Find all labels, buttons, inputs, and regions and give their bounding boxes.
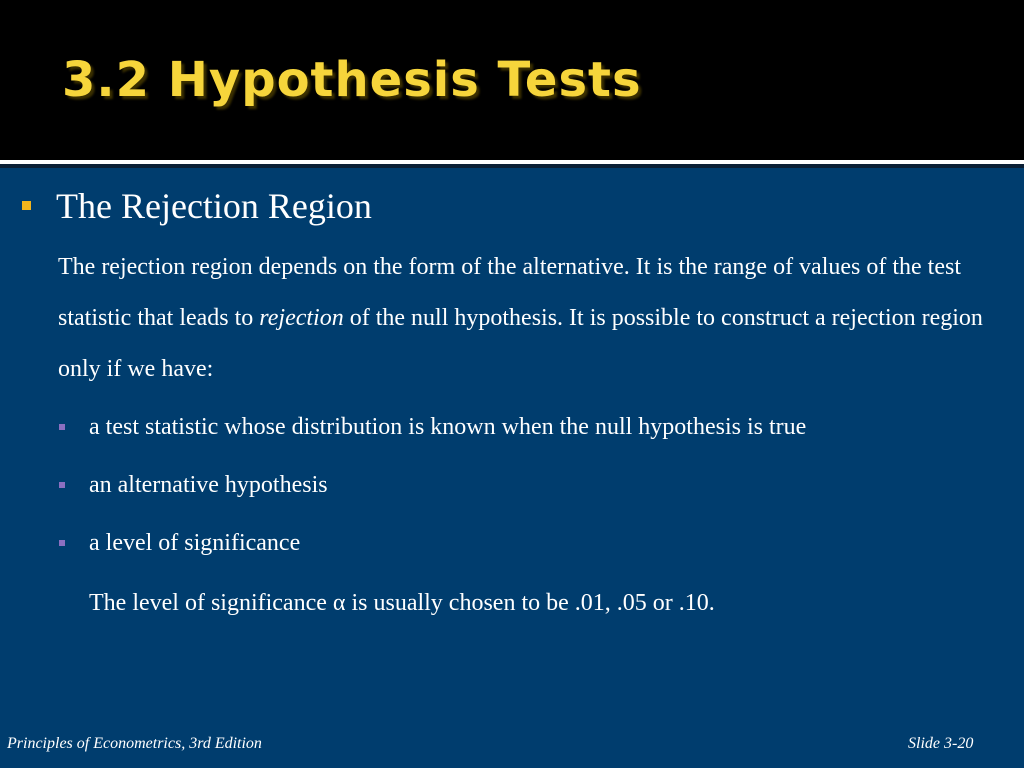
list-item: a level of significance [89, 530, 301, 556]
list-item: an alternative hypothesis [89, 472, 328, 498]
footer-slide-number: Slide 3-20 [908, 735, 974, 752]
square-bullet-icon [22, 201, 31, 210]
sub-bullet-icon [59, 482, 65, 488]
paragraph-text-end: of the null hypothesis. It is possible to construct a rejection region only if we have: [58, 305, 983, 382]
paragraph-emphasis: rejection [259, 305, 344, 331]
significance-note: The level of significance α is usually chosen to be .01, .05 or .10. [89, 590, 715, 616]
paragraph-text-start: The rejection region depends on the form of the alternative. It is the range of values of the test statistic that leads to [58, 254, 962, 331]
footer-book-title: Principles of Econometrics, 3rd Edition [7, 735, 262, 752]
title-bar [0, 0, 1024, 160]
section-heading: The Rejection Region [56, 186, 372, 226]
slide-title: 3.2 Hypothesis Tests [62, 52, 642, 108]
slide-content [0, 168, 1024, 728]
sub-bullet-icon [59, 424, 65, 430]
body-paragraph [58, 242, 1018, 395]
sub-bullet-icon [59, 540, 65, 546]
list-item: a test statistic whose distribution is known when the null hypothesis is true [89, 414, 807, 440]
